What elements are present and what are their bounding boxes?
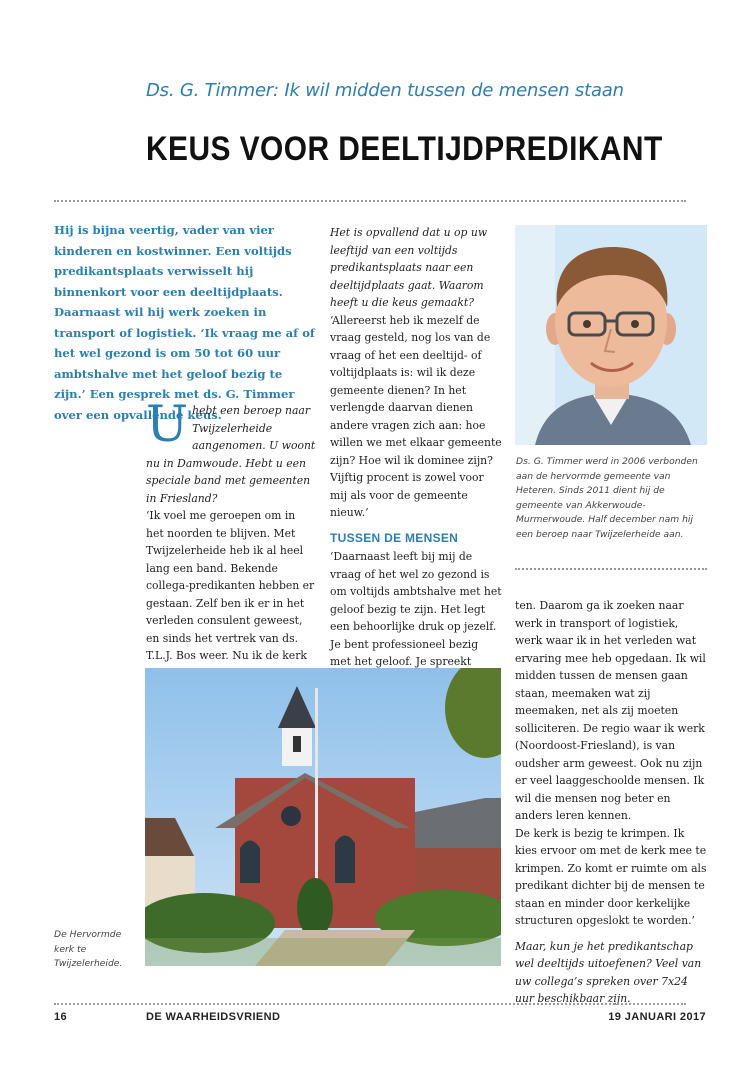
column-3-text-2: De kerk is bezig te krimpen. Ik kies ervoor om met de kerk mee te krimpen. Zo komt er ruimte om als predikant dichter bij de mensen te staan en minder door kerkelijke structuren opgeslokt te worden.’ <box>515 826 707 927</box>
interview-answer-2: ‘Allereerst heb ik mezelf de vraag gesteld, nog los van de vraag of het een deeltijd- of voltijdplaats is: wil ik deze gemeente dienen? In het verlengde daarvan dienen andere vragen zich aan: hoe willen we met elkaar gemeente zijn? Hoe wil ik dominee zijn? Vijftig procent is zowel voor mij als voor de gemeente nieuw.’ <box>330 313 502 519</box>
drop-cap: U <box>146 395 189 453</box>
portrait-illustration <box>515 225 707 445</box>
interview-question-2: Het is opvallend dat u op uw leeftijd van een voltijds predikantsplaats naar een deeltijdplaats gaat. Waarom heeft u die keus gemaakt? <box>330 226 488 309</box>
page-number: 16 <box>54 1011 68 1023</box>
title-divider <box>54 200 686 202</box>
portrait-photo <box>515 225 707 445</box>
church-caption: De Hervormde kerk te Twijzelerheide. <box>54 929 123 969</box>
section-heading: TUSSEN DE MENSEN <box>330 530 459 545</box>
interview-question-1: hebt een beroep naar Twijzelerheide aangenomen. U woont nu in Damwoude. Hebt u een speciale band met gemeenten in Friesland? <box>146 404 316 505</box>
interview-answer-1: ‘Ik voel me geroepen om in het noorden te blijven. Met Twijzelerheide heb ik al heel lang een band. Bekende collega-predikanten hebben er gestaan. Zelf ben ik er in het verleden consulent geweest, en sinds het vertrek van ds. T.L.J. Bos weer. Nu ik de kerk <box>146 509 315 662</box>
section-text: ‘Daarnaast leeft bij mij de vraag of het wel zo gezond is om voltijds ambtshalve met het geloof bezig te zijn. Het legt een behoorlijke druk op jezelf. Je bent professioneel bezig met het geloof. Je spreekt <box>330 550 502 668</box>
issue-date: 19 JANUARI 2017 <box>608 1011 706 1023</box>
column-3 <box>515 597 707 1008</box>
church-photo <box>145 668 501 966</box>
article-subtitle: Ds. G. Timmer: Ik wil midden tussen de mensen staan <box>146 80 624 101</box>
article-title: KEUS VOOR DEELTIJDPREDIKANT <box>146 130 663 168</box>
publication-name: DE WAARHEIDSVRIEND <box>146 1011 281 1023</box>
caption-divider <box>515 568 707 570</box>
article-intro: Hij is bijna veertig, vader van vier kinderen en kostwinner. Een voltijds predikantsplaats verwisselt hij binnenkort voor een deeltijdplaats. Daarnaast wil hij werk zoeken in transport of logistiek. ‘Ik vraag me af of het wel gezond is om 50 tot 60 uur ambtshalve met het geloof bezig te zijn.’ Een gesprek met ds. G. Timmer over een opvallende keus. <box>54 223 315 422</box>
interview-question-3: Maar, kun je het predikantschap wel deeltijds uitoefenen? Veel van uw collega’s spreken over 7x24 uur beschikbaar zijn. <box>515 939 702 1005</box>
church-illustration <box>145 668 501 966</box>
footer-divider <box>54 1003 686 1005</box>
column-3-text-1: ten. Daarom ga ik zoeken naar werk in transport of logistiek, werk waar ik in het verleden wat ervaring mee heb opgedaan. Ik wil midden tussen de mensen gaan staan, meemaken wat zij meemaken, net als zij moeten solliciteren. De regio waar ik werk (Noordoost-Friesland), is van oudsher arm geweest. Ook nu zijn er veel laaggeschoolde mensen. Ik wil die mensen nog beter en anders leren kennen. <box>515 599 706 822</box>
portrait-caption: Ds. G. Timmer werd in 2006 verbonden aan de hervormde gemeente van Heteren. Sinds 2011 dient hij de gemeente van Akkerwoude-Murmerwoude. Half december nam hij een beroep naar Twijzelerheide aan. <box>516 456 698 540</box>
